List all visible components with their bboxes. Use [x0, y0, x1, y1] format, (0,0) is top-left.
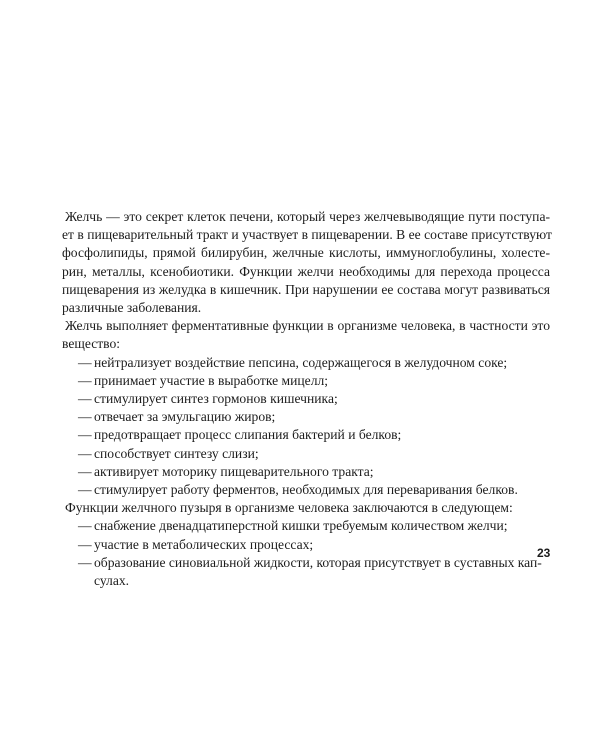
list-item-text: образование синовиальной жидкости, которая присутствует в суставных кап-	[94, 554, 542, 570]
text-line: ет в пищеварительный тракт и участвует в пищеварении. В ее составе присутствуют	[62, 227, 552, 243]
list-item-text: стимулирует работу ферментов, необходимых для переваривания белков.	[94, 482, 518, 498]
paragraph-gallbladder-functions	[62, 499, 550, 517]
page-number: 23	[537, 546, 551, 560]
dash-marker: —	[78, 536, 92, 552]
text-line: различные заболевания.	[62, 300, 202, 316]
list-item	[62, 445, 550, 463]
text-line: Функции желчного пузыря в организме человека заключаются в следующем:	[65, 500, 513, 516]
list-item	[62, 554, 550, 590]
text-line: Желчь — это секрет клеток печени, который через желчевыводящие пути поступа-	[65, 209, 550, 224]
enzymatic-functions-list	[62, 354, 550, 500]
list-item	[62, 463, 550, 481]
paragraph-bile-definition	[62, 208, 550, 317]
dash-marker: —	[78, 445, 92, 461]
list-item	[62, 390, 550, 408]
page-body	[62, 208, 550, 590]
list-item	[62, 426, 550, 444]
dash-marker: —	[78, 391, 92, 407]
dash-marker: —	[78, 482, 92, 498]
text-line: фосфолипиды, прямой билирубин, желчные кислоты, иммуноглобулины, холесте-	[62, 245, 550, 261]
list-item-text: способствует синтезу слизи;	[94, 445, 259, 461]
dash-marker: —	[78, 409, 92, 425]
dash-marker: —	[78, 354, 92, 370]
list-item-text: активирует моторику пищеварительного тракта;	[94, 463, 374, 479]
dash-marker: —	[78, 463, 92, 479]
paragraph-enzymatic-functions	[62, 317, 550, 353]
text-line: вещество:	[62, 336, 121, 352]
list-item-text: снабжение двенадцатиперстной кишки требуемым количеством желчи;	[94, 518, 508, 534]
list-item	[62, 408, 550, 426]
text-line: рин, металлы, ксенобиотики. Функции желчи необходимы для перехода процесса	[62, 263, 550, 279]
list-item-text: стимулирует синтез гормонов кишечника;	[94, 391, 338, 407]
dash-marker: —	[78, 554, 92, 570]
list-item-text: отвечает за эмульгацию жиров;	[94, 409, 276, 425]
list-item-text: нейтрализует воздействие пепсина, содержащегося в желудочном соке;	[94, 354, 508, 370]
text-line: Желчь выполняет ферментативные функции в организме человека, в частности это	[65, 318, 550, 334]
text-line: пищеварения из желудка в кишечник. При нарушении ее состава могут развиваться	[62, 281, 550, 297]
dash-marker: —	[78, 372, 92, 388]
dash-marker: —	[78, 518, 92, 534]
list-item-text-continued: сулах.	[94, 573, 130, 589]
list-item	[62, 372, 550, 390]
gallbladder-functions-list	[62, 517, 550, 590]
list-item	[62, 481, 550, 499]
list-item-text: принимает участие в выработке мицелл;	[94, 372, 329, 388]
list-item-text: участие в метаболических процессах;	[94, 536, 314, 552]
list-item-text: предотвращает процесс слипания бактерий и белков;	[94, 427, 402, 443]
list-item	[62, 354, 550, 372]
list-item	[62, 517, 550, 535]
dash-marker: —	[78, 427, 92, 443]
list-item	[62, 536, 550, 554]
